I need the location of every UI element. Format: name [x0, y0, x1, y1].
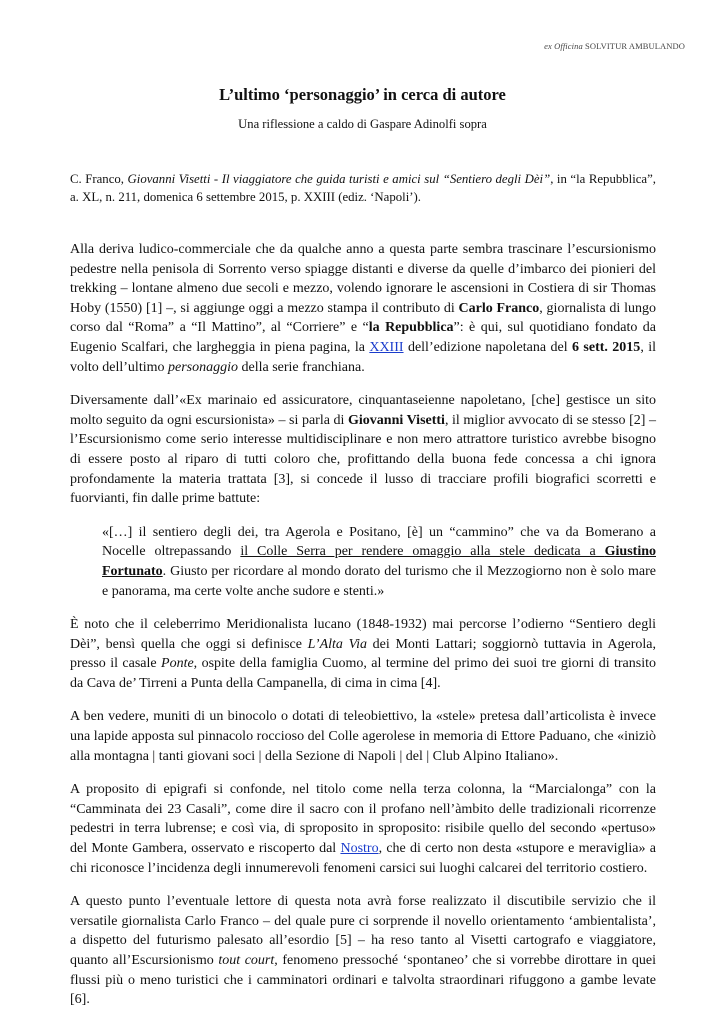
- p2-bold-visetti: Giovanni Visetti: [348, 412, 445, 428]
- citation-author: C. Franco,: [70, 172, 128, 186]
- paragraph-3: [70, 615, 656, 693]
- p3-text-2: dei Monti Lattari; soggiornò tuttavia in Agerola, presso il casale: [70, 636, 656, 672]
- paragraph-6: [70, 892, 656, 1010]
- citation-rest: , in “la Repubblica”, a. XL, n. 211, domenica 6 settembre 2015, p. XXIII (ediz. ‘Napoli’).: [70, 172, 656, 204]
- source-citation: [70, 170, 656, 206]
- p6-text-1: A questo punto l’eventuale lettore di questa nota avrà forse realizzato il discutibile servizio che il versatile giornalista Carlo Franco – del quale pure ci sorprende il novello orientamento ‘ambientalista’, a dispetto del futurismo palesato all’esordio [5] – ha reso tanto al Visetti cartografo e viaggiatore, quanto all’Escursionismo: [70, 894, 656, 968]
- p1-text-5: , il volto dell’ultimo: [70, 339, 656, 375]
- p2-text-2: , il miglior avvocato di se stesso [2] – l’Escursionismo come serio interesse multidisciplinare e non mero attrattore turistico avrebbe bisogno di essere posto al riparo di tutti coloro che, profittando della buona fede concessa a chi ignora profondamente la materia trattata [3], si concede il lusso di tracciare profili biografici scorretti e fuorvianti, fin dalle prime battute:: [70, 412, 656, 507]
- header-motto: SOLVITUR AMBULANDO: [585, 41, 685, 51]
- quote-text-2: . Giusto per ricordare al mondo dorato del turismo che il Mezzogiorno non è solo mare e panorama, ma certe volte anche sudore e stenti.»: [102, 563, 656, 599]
- p1-text-3: ”: è qui, sul quotidiano fondato da Eugenio Scalfari, che largheggia in piena pagina, la: [70, 320, 656, 355]
- p6-italic-tout-court: tout court: [218, 953, 275, 968]
- p3-italic-ponte: Ponte: [161, 656, 194, 672]
- p3-text-1: È noto che il celeberrimo Meridionalista lucano (1848-1932) mai percorse l’odierno “Sentiero degli Dèi”, bensì quella che oggi si definisce: [70, 617, 656, 652]
- p3-text-3: , ospite della famiglia Cuomo, al termine del primo dei suoi tre giorni di transito da Cava de’ Tirreni a Punta della Campanella, di cima in cima [4].: [70, 656, 657, 691]
- p6-text-2: , fenomeno pressoché ‘spontaneo’ che si vorrebbe dirottare in quei flussi più o meno turistici che i camminatori ordinari e talvolta straordinari rifuggono a gambe levate [6].: [70, 953, 656, 1008]
- p1-bold-carlo-franco: Carlo Franco: [458, 300, 540, 316]
- article-subtitle: Una riflessione a caldo di Gaspare Adinolfi sopra: [238, 117, 487, 131]
- p1-bold-repubblica: la Repubblica: [368, 320, 454, 336]
- p4-text-1: A ben vedere, muniti di un binocolo o dotati di teleobiettivo, la «stele» pretesa dall’articolista è invece una lapide apposta sul pinnacolo roccioso del Colle agerolese in memoria di Ettore Paduano, che «iniziò alla montagna | tanti giovani soci | della Sezione di Napoli | del | Club Alpino Italiano».: [70, 709, 656, 764]
- citation-work: Giovanni Visetti - Il viaggiatore che guida turisti e amici sul “Sentiero degli Dèi”: [127, 172, 551, 186]
- article-body: [70, 170, 656, 1024]
- paragraph-2: [70, 391, 656, 509]
- p1-text-6: della serie franchiana.: [238, 359, 365, 375]
- quote-underlined: il Colle Serra per rendere omaggio alla stele dedicata a: [240, 544, 605, 560]
- p5-text-2: , che di certo non desta «stupore e meraviglia» a chi riconosce l’incidenza degli innumerevoli fenomeni carsici sui luoghi calcarei del territorio costiero.: [70, 841, 656, 876]
- p5-text-1: A proposito di epigrafi si confonde, nel titolo come nella terza colonna, la “Marcialonga” con la “Camminata dei 23 Casali”, come dire il sacro con il profano nell’àmbito delle tradizionali ricorrenze pedestri in terra lubrense; e così via, di sproposito in sproposito: risibile quello del secondo «pertuso» del Monte Gambera, osservato e riscoperto dal: [70, 782, 656, 857]
- header-officina: Officina: [554, 41, 583, 51]
- p1-bold-date: 6 sett. 2015: [572, 339, 641, 355]
- running-header: [544, 41, 685, 51]
- p2-text-1: Diversamente dall’«Ex marinaio ed assicuratore, cinquantaseienne napoletano, [che] gestisce un sito molto seguito da ogni escursionista» – si parla di: [70, 393, 656, 428]
- p3-italic-alta-via: L’Alta Via: [307, 636, 367, 652]
- nostro-link[interactable]: Nostro: [340, 841, 379, 857]
- p1-text-4: dell’edizione napoletana del: [403, 339, 572, 355]
- p1-text-2: , giornalista di lungo corso dal “Roma” a “Il Mattino”, al “Corriere” e “: [70, 300, 656, 336]
- quote-text-1: «[…] il sentiero degli dei, tra Agerola e Positano, [è] un “cammino” che va da Bomerano a Nocelle oltrepassando: [102, 524, 656, 560]
- article-title: L’ultimo ‘personaggio’ in cerca di autore: [219, 85, 506, 104]
- header-ex: ex: [544, 41, 552, 51]
- p1-text-1: Alla deriva ludico-commerciale che da qualche anno a questa parte sembra trascinare l’escursionismo pedestre nella penisola di Sorrento verso spiagge distanti e diverse da quelle d’imbarco dei pionieri del trekking – lontane almeno due secoli e mezzo, volendo ignorare le ascensioni in Costiera di sir Thomas Hoby (1550) [1] –, si aggiunge oggi a mezzo stampa il contributo di: [70, 242, 656, 316]
- p1-italic-personaggio: personaggio: [168, 359, 238, 375]
- quote-bold-fortunato: Giustino Fortunato: [102, 544, 656, 579]
- paragraph-4: [70, 707, 656, 766]
- paragraph-5: [70, 780, 656, 878]
- paragraph-1: [70, 240, 656, 377]
- block-quote: [102, 523, 656, 601]
- page-xxiii-link[interactable]: XXIII: [369, 339, 404, 355]
